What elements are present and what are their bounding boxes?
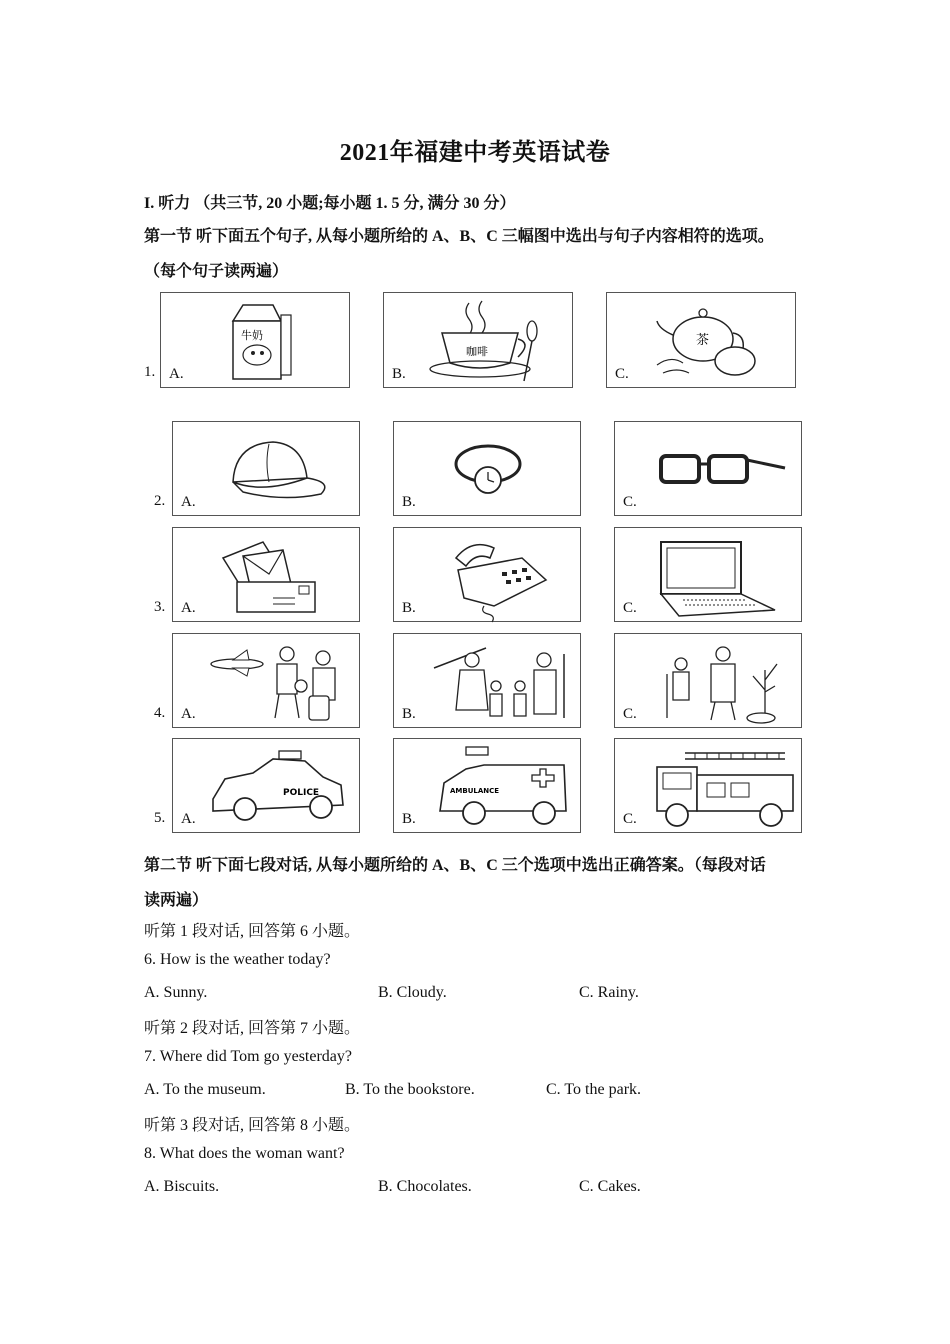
option-letter: C. xyxy=(623,706,637,722)
family-cleaning-icon xyxy=(394,634,582,729)
option-5c[interactable] xyxy=(614,738,802,833)
milk-carton-icon xyxy=(161,293,351,389)
laptop-icon xyxy=(615,528,803,623)
question-8-option-b[interactable]: B. Chocolates. xyxy=(378,1178,472,1195)
question-6-option-b[interactable]: B. Cloudy. xyxy=(378,984,447,1001)
option-3a[interactable] xyxy=(172,527,360,622)
option-4c[interactable] xyxy=(614,633,802,728)
section1-instruction-cont: （每个句子读两遍） xyxy=(144,263,289,280)
coffee-caption: 咖啡 xyxy=(466,345,488,358)
picture-question-2 xyxy=(144,421,809,517)
option-letter: C. xyxy=(623,811,637,827)
option-letter: C. xyxy=(623,600,637,616)
question-7-option-b[interactable]: B. To the bookstore. xyxy=(345,1081,475,1098)
letters-icon xyxy=(173,528,361,623)
police-caption: POLICE xyxy=(283,788,320,798)
option-2c[interactable] xyxy=(614,421,802,516)
milk-caption: 牛奶 xyxy=(241,329,263,342)
option-letter: A. xyxy=(181,600,196,616)
option-1c[interactable] xyxy=(606,292,796,388)
cap-icon xyxy=(173,422,361,517)
option-letter: C. xyxy=(623,494,637,510)
question-number: 5. xyxy=(154,810,166,826)
picture-question-5 xyxy=(144,738,809,834)
question-6-option-c[interactable]: C. Rainy. xyxy=(579,984,639,1001)
option-2b[interactable] xyxy=(393,421,581,516)
question-number: 4. xyxy=(154,705,166,721)
question-number: 1. xyxy=(144,364,156,380)
question-number: 3. xyxy=(154,599,166,615)
teapot-icon xyxy=(607,293,797,389)
watch-icon xyxy=(394,422,582,517)
question-6: 6. How is the weather today? xyxy=(144,951,331,968)
dialogue-1-intro: 听第 1 段对话, 回答第 6 小题。 xyxy=(144,923,361,940)
fire-engine-icon xyxy=(615,739,803,834)
option-letter: B. xyxy=(402,494,416,510)
page-title: 2021年福建中考英语试卷 xyxy=(339,140,611,166)
option-5a[interactable] xyxy=(172,738,360,833)
police-car-icon xyxy=(173,739,361,834)
option-letter: A. xyxy=(181,811,196,827)
question-7-option-a[interactable]: A. To the museum. xyxy=(144,1081,266,1098)
option-5b[interactable] xyxy=(393,738,581,833)
option-2a[interactable] xyxy=(172,421,360,516)
option-1a[interactable] xyxy=(160,292,350,388)
ambulance-caption: AMBULANCE xyxy=(450,787,500,795)
option-4b[interactable] xyxy=(393,633,581,728)
question-6-option-a[interactable]: A. Sunny. xyxy=(144,984,208,1001)
option-letter: A. xyxy=(181,706,196,722)
tea-caption: 茶 xyxy=(696,333,710,348)
option-4a[interactable] xyxy=(172,633,360,728)
dialogue-2-intro: 听第 2 段对话, 回答第 7 小题。 xyxy=(144,1020,361,1037)
picture-question-1 xyxy=(144,288,809,392)
question-number: 2. xyxy=(154,493,166,509)
question-8-option-a[interactable]: A. Biscuits. xyxy=(144,1178,220,1195)
family-travel-icon xyxy=(173,634,361,729)
picture-question-3 xyxy=(144,527,809,623)
section1-instruction: 第一节 听下面五个句子, 从每小题所给的 A、B、C 三幅图中选出与句子内容相符的选项。 xyxy=(144,228,774,245)
question-7: 7. Where did Tom go yesterday? xyxy=(144,1048,353,1065)
section2-instruction: 第二节 听下面七段对话, 从每小题所给的 A、B、C 三个选项中选出正确答案。（每段对话 xyxy=(144,857,766,874)
ambulance-icon xyxy=(394,739,582,834)
option-letter: B. xyxy=(402,600,416,616)
coffee-cup-icon xyxy=(384,293,574,389)
option-1b[interactable] xyxy=(383,292,573,388)
section2-instruction-cont: 读两遍） xyxy=(144,892,209,909)
option-letter: B. xyxy=(402,706,416,722)
question-7-option-c[interactable]: C. To the park. xyxy=(546,1081,642,1098)
dialogue-3-intro: 听第 3 段对话, 回答第 8 小题。 xyxy=(144,1117,361,1134)
option-letter: C. xyxy=(615,366,629,382)
option-letter: B. xyxy=(402,811,416,827)
option-letter: B. xyxy=(392,366,406,382)
picture-question-grid xyxy=(144,288,809,836)
option-letter: A. xyxy=(169,366,184,382)
planting-trees-icon xyxy=(615,634,803,729)
option-3b[interactable] xyxy=(393,527,581,622)
option-3c[interactable] xyxy=(614,527,802,622)
question-8: 8. What does the woman want? xyxy=(144,1145,345,1162)
telephone-icon xyxy=(394,528,582,623)
question-8-option-c[interactable]: C. Cakes. xyxy=(579,1178,641,1195)
part1-heading: I. 听力 （共三节, 20 小题;每小题 1. 5 分, 满分 30 分） xyxy=(144,195,516,212)
option-letter: A. xyxy=(181,494,196,510)
glasses-icon xyxy=(615,422,803,517)
picture-question-4 xyxy=(144,633,809,729)
